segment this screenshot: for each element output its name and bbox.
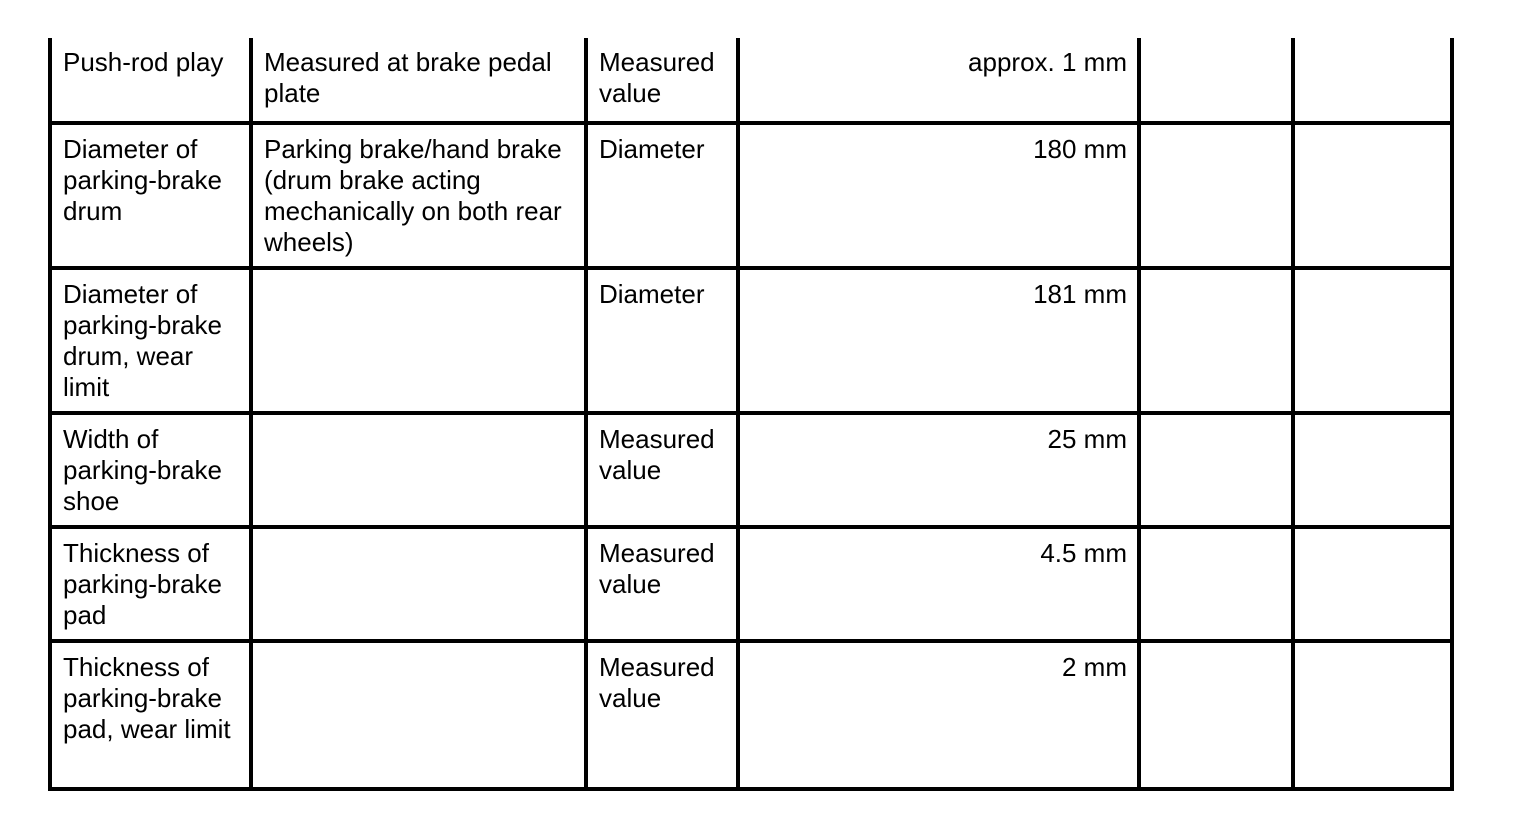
value-type-cell: Measured value [586, 641, 738, 789]
value-cell: 2 mm [738, 641, 1139, 789]
empty-cell [1139, 268, 1293, 413]
empty-cell [1139, 641, 1293, 789]
value-type-cell: Measured value [586, 413, 738, 527]
table-row [50, 268, 1452, 413]
value-type-cell: Diameter [586, 123, 738, 268]
value-cell: 4.5 mm [738, 527, 1139, 641]
empty-cell [1139, 123, 1293, 268]
parameter-cell: Diameter of parking-brake drum, wear limit [50, 268, 251, 413]
parameter-cell: Diameter of parking-brake drum [50, 123, 251, 268]
table-row [50, 123, 1452, 268]
condition-cell [251, 268, 586, 413]
value-type-cell: Measured value [586, 527, 738, 641]
parameter-cell: Thickness of parking-brake pad [50, 527, 251, 641]
table-row [50, 413, 1452, 527]
condition-cell [251, 641, 586, 789]
parameter-cell: Width of parking-brake shoe [50, 413, 251, 527]
value-cell: 25 mm [738, 413, 1139, 527]
value-cell: 180 mm [738, 123, 1139, 268]
condition-cell: Measured at brake pedal plate [251, 38, 586, 123]
table-row [50, 641, 1452, 789]
condition-cell [251, 527, 586, 641]
value-cell: 181 mm [738, 268, 1139, 413]
brake-spec-table [48, 38, 1454, 791]
empty-cell [1293, 413, 1452, 527]
condition-cell: Parking brake/hand brake (drum brake acting mechanically on both rear wheels) [251, 123, 586, 268]
empty-cell [1139, 413, 1293, 527]
empty-cell [1293, 123, 1452, 268]
table-row [50, 38, 1452, 123]
empty-cell [1293, 527, 1452, 641]
empty-cell [1139, 38, 1293, 123]
parameter-cell: Push-rod play [50, 38, 251, 123]
condition-cell [251, 413, 586, 527]
parameter-cell: Thickness of parking-brake pad, wear limit [50, 641, 251, 789]
table-row [50, 527, 1452, 641]
empty-cell [1293, 268, 1452, 413]
value-type-cell: Measured value [586, 38, 738, 123]
value-cell: approx. 1 mm [738, 38, 1139, 123]
empty-cell [1293, 38, 1452, 123]
empty-cell [1293, 641, 1452, 789]
empty-cell [1139, 527, 1293, 641]
value-type-cell: Diameter [586, 268, 738, 413]
